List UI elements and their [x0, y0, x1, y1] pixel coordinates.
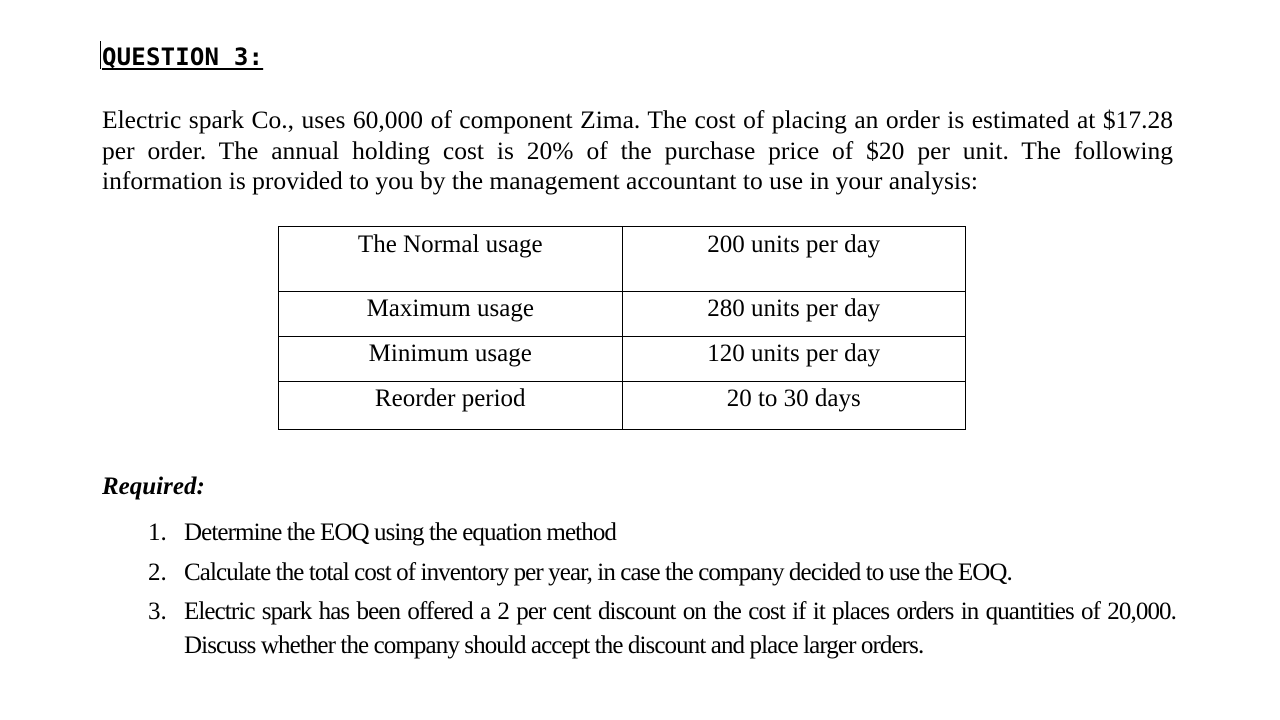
table-cell-value: 120 units per day: [622, 337, 966, 382]
table-cell-value: 20 to 30 days: [622, 382, 966, 430]
list-item: [140, 515, 1176, 550]
table-cell-label: The Normal usage: [279, 227, 623, 292]
required-heading: Required:: [102, 473, 205, 500]
table-row: [279, 382, 966, 430]
table-cell-value: 200 units per day: [622, 227, 966, 292]
table-cell-value: 280 units per day: [622, 292, 966, 337]
list-item: [140, 555, 1176, 590]
table-cell-label: Minimum usage: [279, 337, 623, 382]
list-item-number: 1.: [148, 519, 167, 546]
text-cursor: [100, 41, 101, 69]
intro-paragraph: Electric spark Co., uses 60,000 of component Zima. The cost of placing an order is estimated at $17.28 per order. The annual holding cost is 20% of the purchase price of $20 per unit. The following information is provided to you by the management accountant to use in your analysis:: [102, 105, 1173, 195]
list-item-text: Determine the EOQ using the equation method: [184, 519, 617, 546]
required-list: [140, 515, 1176, 668]
table-cell-label: Maximum usage: [279, 292, 623, 337]
table-row: [279, 292, 966, 337]
table-row: [279, 337, 966, 382]
table-cell-label: Reorder period: [279, 382, 623, 430]
list-item-number: 3.: [148, 598, 167, 625]
usage-table: [278, 226, 966, 430]
list-item-text: Calculate the total cost of inventory per year, in case the company decided to use the EOQ.: [184, 559, 1012, 586]
list-item-number: 2.: [148, 559, 167, 586]
question-heading: QUESTION 3:: [102, 43, 264, 71]
table-row: [279, 227, 966, 292]
list-item: [140, 595, 1176, 663]
list-item-text: Electric spark has been offered a 2 per cent discount on the cost if it places orders in quantities of 20,000. Discuss whether the company should accept the discount and place larger orders.: [184, 598, 1176, 659]
